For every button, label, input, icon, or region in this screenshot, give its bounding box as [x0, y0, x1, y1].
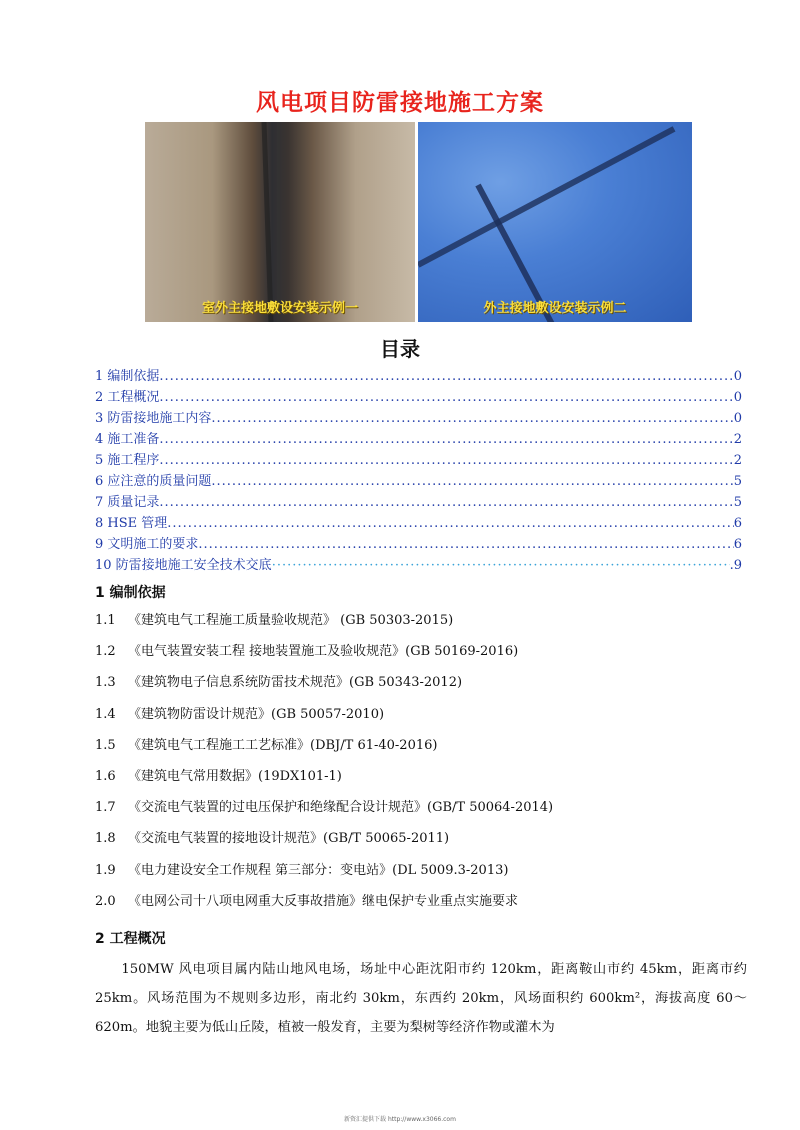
toc-entry[interactable] — [95, 429, 742, 450]
list-item — [95, 736, 755, 767]
list-item — [95, 767, 755, 798]
item-number: 1.7 — [95, 800, 116, 816]
toc-heading: 目录 — [380, 337, 420, 361]
toc-entry-label: 3 防雷接地施工内容 — [95, 411, 212, 426]
item-text: 《建筑物防雷设计规范》(GB 50057-2010) — [128, 706, 385, 722]
toc-entry[interactable] — [95, 471, 742, 492]
toc-entry-page: 0 — [733, 411, 742, 426]
item-text: 《建筑电气常用数据》(19DX101-1) — [128, 768, 342, 784]
item-text: 《交流电气装置的接地设计规范》(GB/T 50065-2011) — [128, 831, 450, 847]
paragraph-text: 150MW 风电项目属内陆山地风电场，场址中心距沈阳市约 120km，距离鞍山市约 45km，距离市约 25km。风场范围为不规则多边形，南北约 30km，东西约 20km，风场面积约 600km²，海拔高度 60～620m。地貌主要为低山丘陵，植被一般发育，主要为梨树等经济作物或灌木为 — [95, 962, 747, 1035]
toc-entry-page: 5 — [733, 495, 742, 510]
toc-entry-page: 0 — [733, 369, 742, 384]
item-number: 1.2 — [95, 644, 116, 660]
toc-entry-label: 2 工程概况 — [95, 390, 160, 405]
toc-entry-page: 6 — [733, 537, 742, 552]
item-number: 1.5 — [95, 737, 116, 753]
toc-entry-label: 7 质量记录 — [95, 495, 160, 510]
list-item — [95, 642, 755, 673]
section-heading-1: 1 编制依据 — [95, 585, 166, 601]
page-footer: 新资汇提供下载 http://www.x3066.com — [344, 1116, 456, 1123]
toc-entry-page: 0 — [733, 390, 742, 405]
table-of-contents — [95, 366, 742, 576]
item-number: 2.0 — [95, 893, 116, 909]
item-number: 1.1 — [95, 613, 116, 628]
toc-entry-page: 6 — [733, 516, 742, 531]
toc-entry-label: 5 施工程序 — [95, 453, 160, 468]
item-number: 1.3 — [95, 675, 116, 691]
toc-entry[interactable] — [95, 555, 742, 576]
grounding-rod — [277, 122, 280, 322]
photo-trench-example-2 — [418, 122, 692, 322]
toc-entry[interactable] — [95, 534, 742, 555]
grounding-rod — [262, 122, 274, 322]
toc-entry-page: 2 — [733, 453, 742, 468]
item-text: 《建筑物电子信息系统防雷技术规范》(GB 50343-2012) — [128, 675, 463, 691]
list-item — [95, 611, 755, 642]
list-item — [95, 829, 755, 860]
item-text: 《建筑电气工程施工质量验收规范》 (GB 50303-2015) — [128, 613, 454, 628]
toc-entry[interactable] — [95, 513, 742, 534]
section-heading-2: 2 工程概况 — [95, 931, 166, 947]
item-text: 《交流电气装置的过电压保护和绝缘配合设计规范》(GB/T 50064-2014) — [128, 800, 554, 816]
grounding-bar — [418, 126, 675, 267]
toc-entry-label: 9 文明施工的要求 — [95, 537, 199, 552]
toc-entry[interactable] — [95, 387, 742, 408]
list-item — [95, 892, 755, 923]
list-item — [95, 798, 755, 829]
list-item — [95, 673, 755, 704]
list-item — [95, 861, 755, 892]
item-text: 《电网公司十八项电网重大反事故措施》继电保护专业重点实施要求 — [128, 893, 519, 909]
item-text: 《建筑电气工程施工工艺标准》(DBJ/T 61-40-2016) — [128, 737, 438, 753]
item-number: 1.6 — [95, 768, 116, 784]
photo-caption: 室外主接地敷设安装示例一 — [201, 301, 358, 316]
toc-entry-label: 6 应注意的质量问题 — [95, 474, 212, 489]
toc-entry-page: .9 — [729, 558, 742, 573]
toc-entry-label: 10 防雷接地施工安全技术交底 — [95, 558, 272, 573]
item-text: 《电气装置安装工程 接地装置施工及验收规范》(GB 50169-2016) — [128, 644, 519, 660]
toc-entry-page: 5 — [733, 474, 742, 489]
photo-trench-example-1 — [145, 122, 415, 322]
toc-entry-page: 2 — [733, 432, 742, 447]
photo-caption: 外主接地敷设安装示例二 — [483, 301, 627, 316]
toc-entry[interactable] — [95, 450, 742, 471]
item-number: 1.9 — [95, 862, 116, 878]
item-text: 《电力建设安全工作规程 第三部分：变电站》(DL 5009.3-2013) — [128, 862, 509, 878]
item-number: 1.8 — [95, 831, 116, 847]
toc-entry-label: 8 HSE 管理 — [95, 516, 168, 531]
item-number: 1.4 — [95, 706, 116, 722]
toc-entry[interactable] — [95, 492, 742, 513]
project-overview-paragraph — [95, 955, 747, 1042]
toc-entry-label: 4 施工准备 — [95, 432, 160, 447]
list-item — [95, 705, 755, 736]
toc-entry-label: 1 编制依据 — [95, 369, 160, 384]
toc-entry[interactable] — [95, 408, 742, 429]
reference-list — [95, 611, 755, 923]
toc-entry[interactable] — [95, 366, 742, 387]
document-title: 风电项目防雷接地施工方案 — [256, 90, 544, 116]
